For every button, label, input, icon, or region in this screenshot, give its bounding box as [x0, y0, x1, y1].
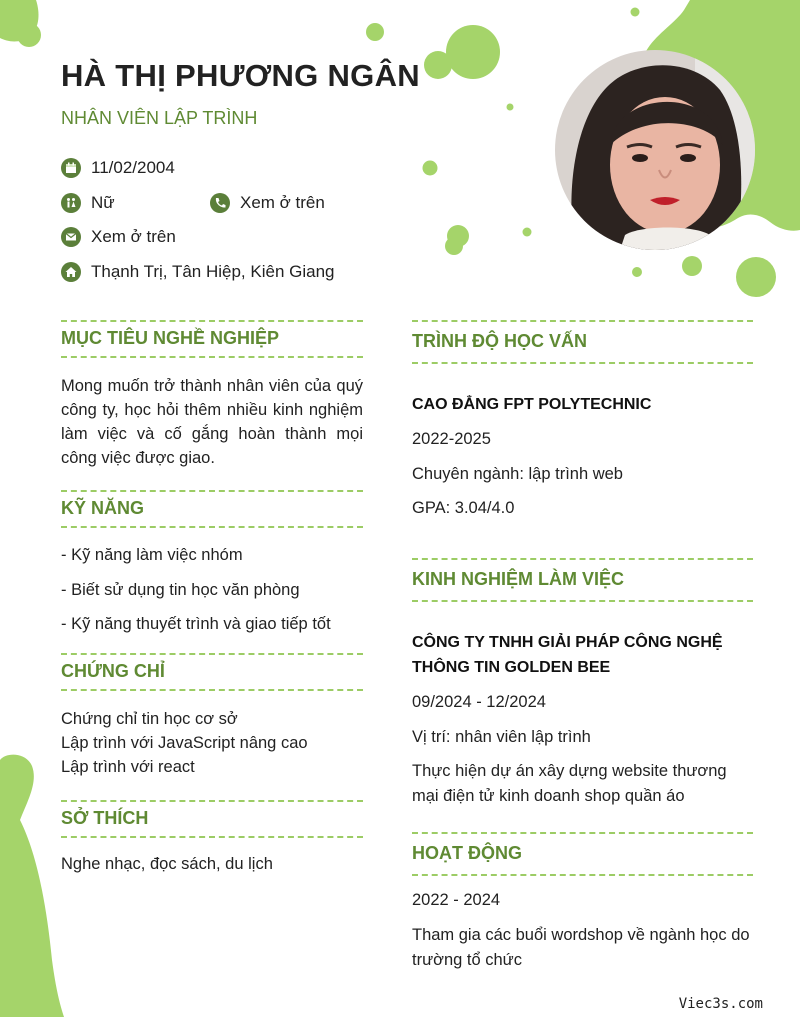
- certificates-section: [61, 653, 363, 779]
- dob-value: 11/02/2004: [91, 158, 175, 177]
- certificates-heading: CHỨNG CHỈ: [61, 653, 363, 691]
- experience-period: 09/2024 - 12/2024: [412, 693, 546, 711]
- watermark: Viec3s.com: [678, 996, 763, 1012]
- gender-value: Nữ: [91, 193, 115, 212]
- email-row: [61, 227, 176, 247]
- skill-item: - Kỹ năng làm việc nhóm: [61, 546, 243, 564]
- education-gpa: GPA: 3.04/4.0: [412, 499, 515, 517]
- email-value: Xem ở trên: [91, 227, 176, 246]
- phone-value: Xem ở trên: [240, 193, 325, 212]
- phone-icon: [210, 193, 230, 213]
- activities-period: 2022 - 2024: [412, 891, 501, 909]
- home-icon: [61, 262, 81, 282]
- experience-description: Thực hiện dự án xây dựng website thương mại điện tử kinh doanh shop quần áo: [412, 762, 727, 805]
- hobbies-heading: SỞ THÍCH: [61, 800, 363, 838]
- experience-section: [412, 558, 753, 809]
- objective-section: [61, 320, 363, 470]
- address-row: [61, 262, 335, 282]
- activities-heading: HOẠT ĐỘNG: [412, 832, 753, 876]
- experience-heading: KINH NGHIỆM LÀM VIỆC: [412, 558, 753, 602]
- education-heading: TRÌNH ĐỘ HỌC VẤN: [412, 320, 753, 364]
- education-period: 2022-2025: [412, 430, 491, 448]
- certificate-item: Lập trình với react: [61, 758, 195, 776]
- phone-row: [210, 193, 325, 213]
- skill-item: - Kỹ năng thuyết trình và giao tiếp tốt: [61, 615, 331, 633]
- experience-position: Vị trí: nhân viên lập trình: [412, 727, 591, 746]
- hobbies-text: Nghe nhạc, đọc sách, du lịch: [61, 855, 273, 873]
- hobbies-section: [61, 800, 363, 876]
- calendar-icon: [61, 158, 81, 178]
- email-icon: [61, 227, 81, 247]
- activities-description: Tham gia các buổi wordshop về ngành học do trường tổ chức: [412, 925, 750, 969]
- education-major: Chuyên ngành: lập trình web: [412, 464, 623, 483]
- profile-photo: [555, 50, 755, 250]
- school-name: CAO ĐẲNG FPT POLYTECHNIC: [412, 396, 652, 413]
- skill-item: - Biết sử dụng tin học văn phòng: [61, 580, 300, 599]
- skills-section: [61, 490, 363, 636]
- skills-heading: KỸ NĂNG: [61, 490, 363, 528]
- gender-icon: [61, 193, 81, 213]
- candidate-name: HÀ THỊ PHƯƠNG NGÂN: [61, 58, 420, 93]
- company-name: CÔNG TY TNHH GIẢI PHÁP CÔNG NGHỆ THÔNG TIN GOLDEN BEE: [412, 634, 723, 676]
- education-section: [412, 320, 753, 520]
- certificate-item: Chứng chỉ tin học cơ sở: [61, 710, 238, 728]
- objective-heading: MỤC TIÊU NGHỀ NGHIỆP: [61, 320, 363, 358]
- dob-row: [61, 158, 175, 178]
- job-title: NHÂN VIÊN LẬP TRÌNH: [61, 108, 258, 128]
- address-value: Thạnh Trị, Tân Hiệp, Kiên Giang: [91, 262, 335, 281]
- activities-section: [412, 832, 753, 973]
- objective-text: Mong muốn trở thành nhân viên của quý công ty, học hỏi thêm nhiều kinh nghiệm làm việc và cố gắng hoàn thành mọi công việc được giao.: [61, 377, 363, 467]
- certificate-item: Lập trình với JavaScript nâng cao: [61, 734, 308, 752]
- gender-row: [61, 193, 115, 213]
